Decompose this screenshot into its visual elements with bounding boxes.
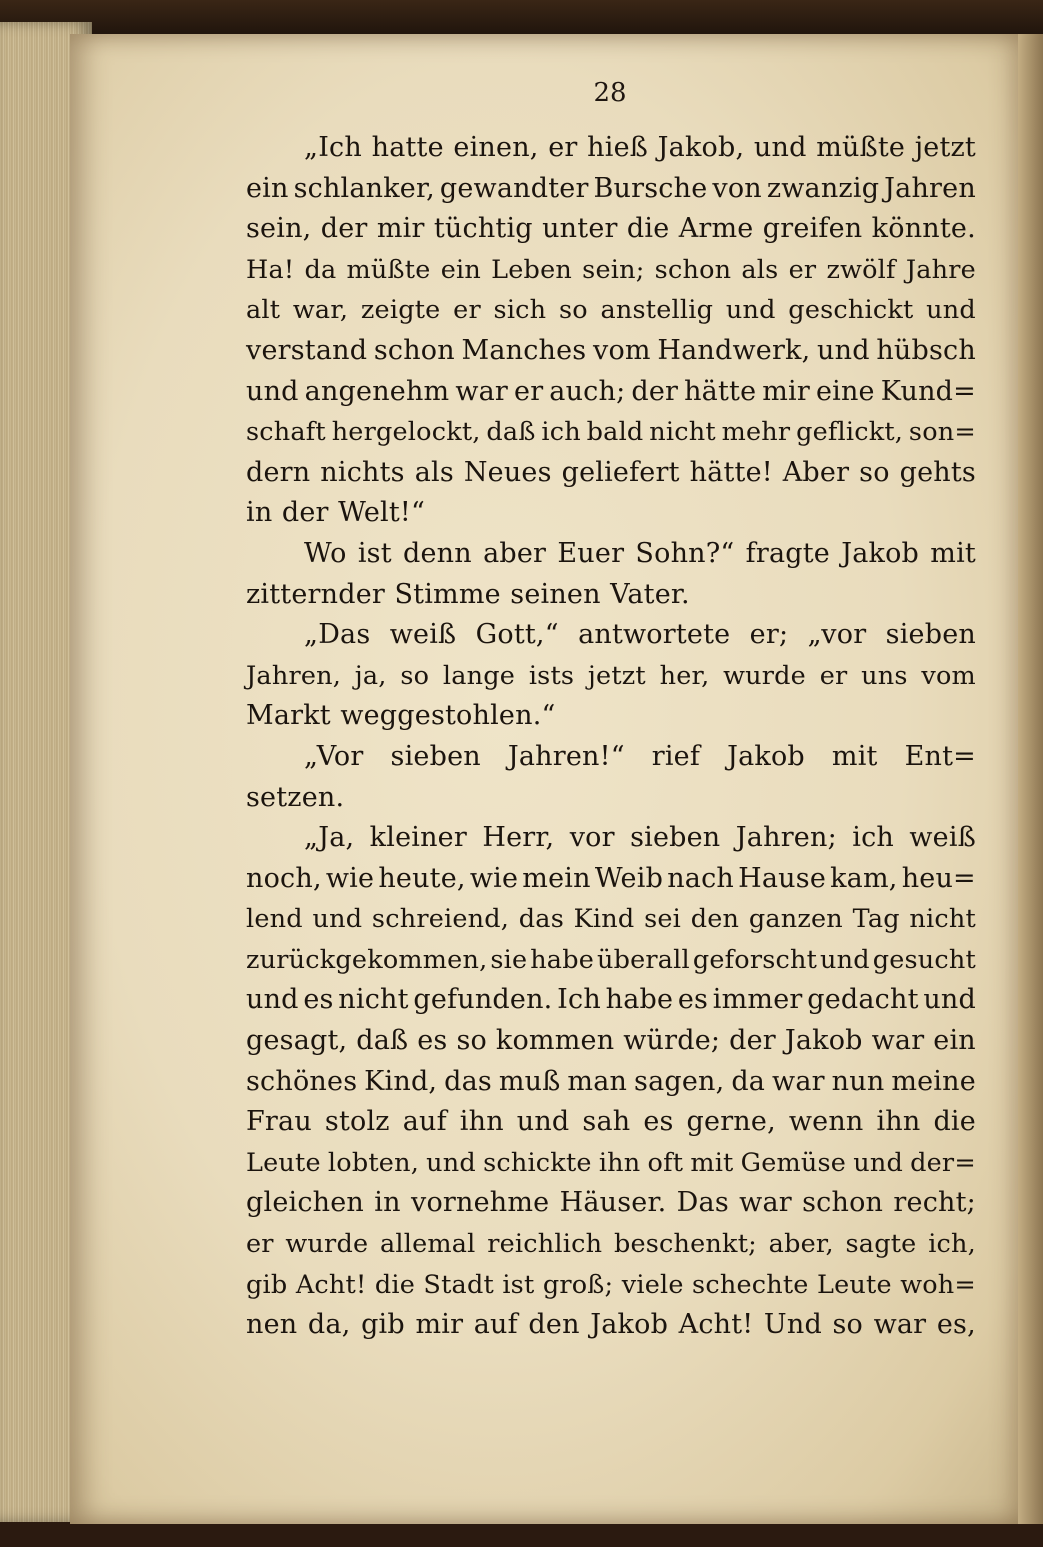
word: Acht!	[678, 1309, 754, 1341]
word: schlanker,	[293, 172, 435, 204]
text-line	[246, 615, 976, 656]
word: kam,	[830, 862, 898, 894]
word: sie	[490, 944, 528, 975]
word: Weib	[594, 862, 664, 894]
word: daß	[356, 1025, 409, 1057]
word: es,	[936, 1309, 976, 1341]
word: wurde	[723, 660, 806, 691]
word: sagen,	[634, 1065, 725, 1097]
word: aber	[483, 537, 547, 569]
word: sah	[582, 1106, 631, 1138]
word: hätte!	[689, 456, 773, 488]
word: mir	[415, 1309, 464, 1341]
word: nun	[831, 1065, 885, 1097]
word: gib	[361, 1309, 405, 1341]
word: habe	[530, 944, 595, 975]
text-line	[246, 250, 976, 291]
word: da	[304, 254, 337, 285]
word: Bursche	[593, 172, 708, 204]
word: und	[753, 132, 807, 163]
word: groß;	[542, 1269, 614, 1300]
word: Hause	[738, 862, 826, 894]
word: lobten,	[327, 1147, 420, 1178]
word: gesucht	[872, 944, 976, 975]
word: Jahren!“	[507, 740, 625, 772]
text-line	[246, 818, 976, 859]
word: Ha!	[246, 254, 295, 285]
word: weggestohlen.“	[340, 700, 556, 732]
word: es	[303, 984, 334, 1016]
word: „Das	[304, 619, 371, 651]
body-text	[246, 128, 976, 1346]
word: der	[281, 497, 329, 529]
word: er	[819, 660, 848, 691]
word: vom	[593, 334, 651, 366]
word: geschickt	[788, 295, 914, 326]
word: sieben	[630, 822, 721, 854]
word: alt	[246, 295, 281, 326]
word: Jakob	[727, 740, 805, 772]
word: Jahren	[884, 172, 976, 204]
word: Frau	[246, 1106, 312, 1138]
word: ich	[852, 822, 894, 854]
word: müßte	[816, 132, 906, 163]
word: uns	[861, 660, 908, 691]
word: „Vor	[304, 740, 364, 772]
word: Leute	[246, 1147, 321, 1178]
word: heute,	[378, 862, 466, 894]
word: so	[859, 456, 890, 488]
word: Stimme	[394, 578, 501, 610]
word: sei	[644, 904, 682, 935]
word: Häuser.	[559, 1187, 667, 1219]
word: wie	[325, 862, 375, 894]
word: sein;	[582, 254, 645, 285]
word: unter	[542, 213, 618, 245]
word: wie	[469, 862, 519, 894]
text-line	[246, 1143, 976, 1184]
word: schreiend,	[371, 904, 510, 935]
word: auf	[473, 1309, 518, 1341]
word: denn	[403, 537, 472, 569]
word: sieben	[390, 740, 481, 772]
word: den	[690, 904, 740, 935]
word: oft	[647, 1147, 684, 1178]
word: gehts	[899, 456, 976, 488]
word: „vor	[807, 619, 867, 651]
word: der	[729, 1025, 776, 1057]
word: hätte	[684, 375, 757, 407]
word: er;	[749, 619, 789, 651]
text-line	[246, 290, 976, 331]
word: Jakob	[590, 1309, 669, 1341]
word: Jahren;	[735, 822, 837, 854]
word: Ent=	[904, 740, 976, 772]
word: mir	[762, 375, 810, 407]
text-line	[246, 331, 976, 372]
word: geflickt,	[796, 417, 904, 448]
word: in	[246, 497, 273, 529]
word: und	[926, 295, 976, 326]
word: war	[739, 1187, 792, 1219]
word: weiß	[909, 822, 976, 854]
text-line	[246, 412, 976, 453]
word: mir	[376, 213, 425, 245]
text-line	[246, 1021, 976, 1062]
word: ein	[933, 1025, 976, 1057]
word: Gemüse	[740, 1147, 847, 1178]
word: müßte	[346, 254, 431, 285]
word: seinen	[510, 578, 601, 610]
word: war	[455, 375, 509, 407]
word: von	[712, 172, 762, 204]
word: mit	[930, 537, 976, 569]
word: der=	[910, 1147, 976, 1178]
word: zurückgekommen,	[246, 944, 488, 975]
word: Sohn?“	[635, 537, 735, 569]
text-line	[246, 1305, 976, 1346]
word: hatte	[371, 132, 444, 163]
word: zwanzig	[766, 172, 880, 204]
word: geforscht	[692, 944, 818, 975]
word: sagte	[845, 1229, 917, 1260]
word: „Ich	[304, 132, 362, 163]
word: Vater.	[610, 578, 690, 610]
word: wurde	[285, 1229, 369, 1260]
word: er	[548, 132, 578, 163]
word: schechte	[692, 1269, 809, 1300]
text-line	[246, 1265, 976, 1306]
text-line	[246, 169, 976, 210]
word: nicht	[909, 904, 976, 935]
text-line	[246, 1102, 976, 1143]
text-line	[246, 940, 976, 981]
word: das	[518, 904, 564, 935]
word: Und	[763, 1309, 822, 1341]
word: angenehm	[304, 375, 450, 407]
page-number: 28	[593, 78, 627, 108]
word: die	[626, 213, 670, 245]
word: mehr	[721, 417, 791, 448]
word: gesagt,	[246, 1025, 348, 1057]
word: jetzt	[914, 132, 976, 163]
text-line	[246, 696, 976, 737]
page-gutter-right	[1018, 34, 1043, 1524]
word: reichlich	[487, 1229, 603, 1260]
word: mein	[522, 862, 591, 894]
word: vom	[921, 660, 976, 691]
word: ihn	[598, 1147, 641, 1178]
word: son=	[908, 417, 976, 448]
text-line	[246, 209, 976, 250]
text-line	[246, 859, 976, 900]
word: und	[246, 375, 299, 407]
word: Jakob	[841, 537, 920, 569]
word: Euer	[557, 537, 625, 569]
word: und	[817, 334, 870, 366]
word: viele	[621, 1269, 684, 1300]
word: noch,	[246, 862, 322, 894]
word: meine	[891, 1065, 976, 1097]
word: bald	[586, 417, 644, 448]
word: Welt!“	[338, 497, 425, 529]
word: geliefert	[561, 456, 680, 488]
word: Herr,	[482, 822, 555, 854]
word: ist	[357, 537, 392, 569]
word: in	[374, 1187, 401, 1219]
word: als	[741, 254, 779, 285]
word: es	[417, 1025, 448, 1057]
text-line	[246, 128, 976, 169]
text-line	[246, 372, 976, 413]
word: und	[923, 984, 976, 1016]
word: es	[677, 984, 709, 1016]
word: zwölf	[826, 254, 896, 285]
word: ists	[528, 660, 575, 691]
word: „Ja,	[304, 822, 355, 854]
word: schon	[654, 254, 732, 285]
word: habe	[605, 984, 674, 1016]
word: ihn	[876, 1106, 921, 1138]
word: da,	[307, 1309, 351, 1341]
word: überall	[596, 944, 690, 975]
text-line	[246, 980, 976, 1021]
word: und	[312, 904, 363, 935]
word: antwortete	[578, 619, 731, 651]
word: greifen	[762, 213, 863, 245]
word: einen,	[453, 132, 539, 163]
text-line	[246, 1224, 976, 1265]
word: ich	[541, 417, 581, 448]
word: schaft	[246, 417, 326, 448]
word: schon	[373, 334, 455, 366]
word: nen	[246, 1309, 298, 1341]
word: tüchtig	[433, 213, 533, 245]
word: Leute	[816, 1269, 892, 1300]
word: ihn	[459, 1106, 504, 1138]
word: er	[788, 254, 817, 285]
word: Jakob	[784, 1025, 863, 1057]
word: heu=	[901, 862, 976, 894]
word: die	[933, 1106, 976, 1138]
word: gefunden.	[413, 984, 553, 1016]
text-line	[246, 1183, 976, 1224]
word: kleiner	[369, 822, 467, 854]
word: war,	[292, 295, 349, 326]
text-line	[246, 534, 976, 575]
word: schon	[802, 1187, 884, 1219]
word: mit	[831, 740, 878, 772]
word: hergelockt,	[331, 417, 481, 448]
word: so	[832, 1309, 864, 1341]
word: ja,	[354, 660, 387, 691]
word: eine	[815, 375, 875, 407]
word: und	[725, 295, 776, 326]
word: fragte	[745, 537, 830, 569]
word: hieß	[587, 132, 648, 163]
word: Jahren,	[246, 660, 342, 691]
word: war	[873, 1309, 927, 1341]
word: Gott,“	[475, 619, 559, 651]
word: dern	[246, 456, 311, 488]
word: so	[456, 1025, 487, 1057]
word: da	[731, 1065, 766, 1097]
word: daß	[486, 417, 536, 448]
word: rief	[651, 740, 701, 772]
text-line	[246, 493, 976, 534]
text-line	[246, 656, 976, 697]
word: gerne,	[686, 1106, 776, 1138]
text-line	[246, 778, 976, 819]
word: er	[246, 1229, 274, 1260]
word: recht;	[893, 1187, 976, 1219]
word: kommen	[495, 1025, 615, 1057]
word: gedacht	[807, 984, 919, 1016]
word: vornehme	[410, 1187, 550, 1219]
word: Stadt	[423, 1269, 494, 1300]
word: gib	[246, 1269, 288, 1300]
word: lange	[442, 660, 516, 691]
word: lend	[246, 904, 303, 935]
word: Aber	[782, 456, 850, 488]
word: der	[320, 213, 368, 245]
word: Kind,	[364, 1065, 438, 1097]
word: nichts	[320, 456, 405, 488]
word: und	[516, 1106, 570, 1138]
word: er	[453, 295, 481, 326]
word: war	[871, 1025, 925, 1057]
word: zeigte	[360, 295, 441, 326]
word: mit	[690, 1147, 734, 1178]
word: als	[414, 456, 454, 488]
word: her,	[659, 660, 710, 691]
word: ein	[440, 254, 481, 285]
word: hübsch	[876, 334, 976, 366]
word: gewandter	[439, 172, 589, 204]
word: setzen.	[246, 781, 345, 813]
word: allemal	[379, 1229, 476, 1260]
word: und	[853, 1147, 903, 1178]
word: aber,	[768, 1229, 834, 1260]
word: könnte.	[871, 213, 976, 245]
word: es	[643, 1106, 674, 1138]
word: ganzen	[748, 904, 843, 935]
word: Jakob,	[657, 132, 745, 163]
word: nicht	[338, 984, 409, 1016]
word: immer	[712, 984, 803, 1016]
word: nach	[667, 862, 734, 894]
text-line	[246, 1062, 976, 1103]
word: muß	[498, 1065, 561, 1097]
word: jetzt	[587, 660, 646, 691]
word: sieben	[885, 619, 976, 651]
word: stolz	[324, 1106, 390, 1138]
word: auch;	[549, 375, 626, 407]
word: schönes	[246, 1065, 358, 1097]
word: sein,	[246, 213, 312, 245]
word: weiß	[389, 619, 457, 651]
word: wenn	[788, 1106, 864, 1138]
text-line	[246, 899, 976, 940]
word: Wo	[304, 537, 347, 569]
word: Neues	[463, 456, 552, 488]
word: und	[819, 944, 870, 975]
word: Manches	[461, 334, 587, 366]
word: verstand	[246, 334, 368, 366]
word: nicht	[649, 417, 716, 448]
word: er	[514, 375, 544, 407]
word: war	[772, 1065, 825, 1097]
word: die	[374, 1269, 416, 1300]
word: Handwerk,	[657, 334, 811, 366]
word: Markt	[246, 700, 331, 732]
word: ich,	[928, 1229, 976, 1260]
word: Kund=	[880, 375, 976, 407]
word: Acht!	[295, 1269, 367, 1300]
word: Das	[676, 1187, 729, 1219]
word: zitternder	[246, 578, 386, 610]
word: vor	[569, 822, 615, 854]
word: gleichen	[246, 1187, 365, 1219]
text-line	[246, 575, 976, 616]
text-line	[246, 453, 976, 494]
word: der	[631, 375, 679, 407]
word: ist	[502, 1269, 535, 1300]
word: und	[426, 1147, 476, 1178]
word: Kind	[573, 904, 635, 935]
word: das	[444, 1065, 492, 1097]
word: Tag	[852, 904, 900, 935]
word: woh=	[900, 1269, 976, 1300]
word: den	[528, 1309, 580, 1341]
word: Ich	[557, 984, 601, 1016]
word: sich	[493, 295, 547, 326]
word: Jahre	[905, 254, 976, 285]
word: man	[567, 1065, 628, 1097]
text-line	[246, 737, 976, 778]
word: anstellig	[600, 295, 714, 326]
word: ein	[246, 172, 289, 204]
word: und	[246, 984, 299, 1016]
word: auf	[402, 1106, 447, 1138]
word: Arme	[678, 213, 754, 245]
word: würde;	[623, 1025, 721, 1057]
word: beschenkt;	[613, 1229, 757, 1260]
word: schickte	[483, 1147, 592, 1178]
word: so	[558, 295, 588, 326]
word: so	[400, 660, 430, 691]
word: Leben	[491, 254, 572, 285]
